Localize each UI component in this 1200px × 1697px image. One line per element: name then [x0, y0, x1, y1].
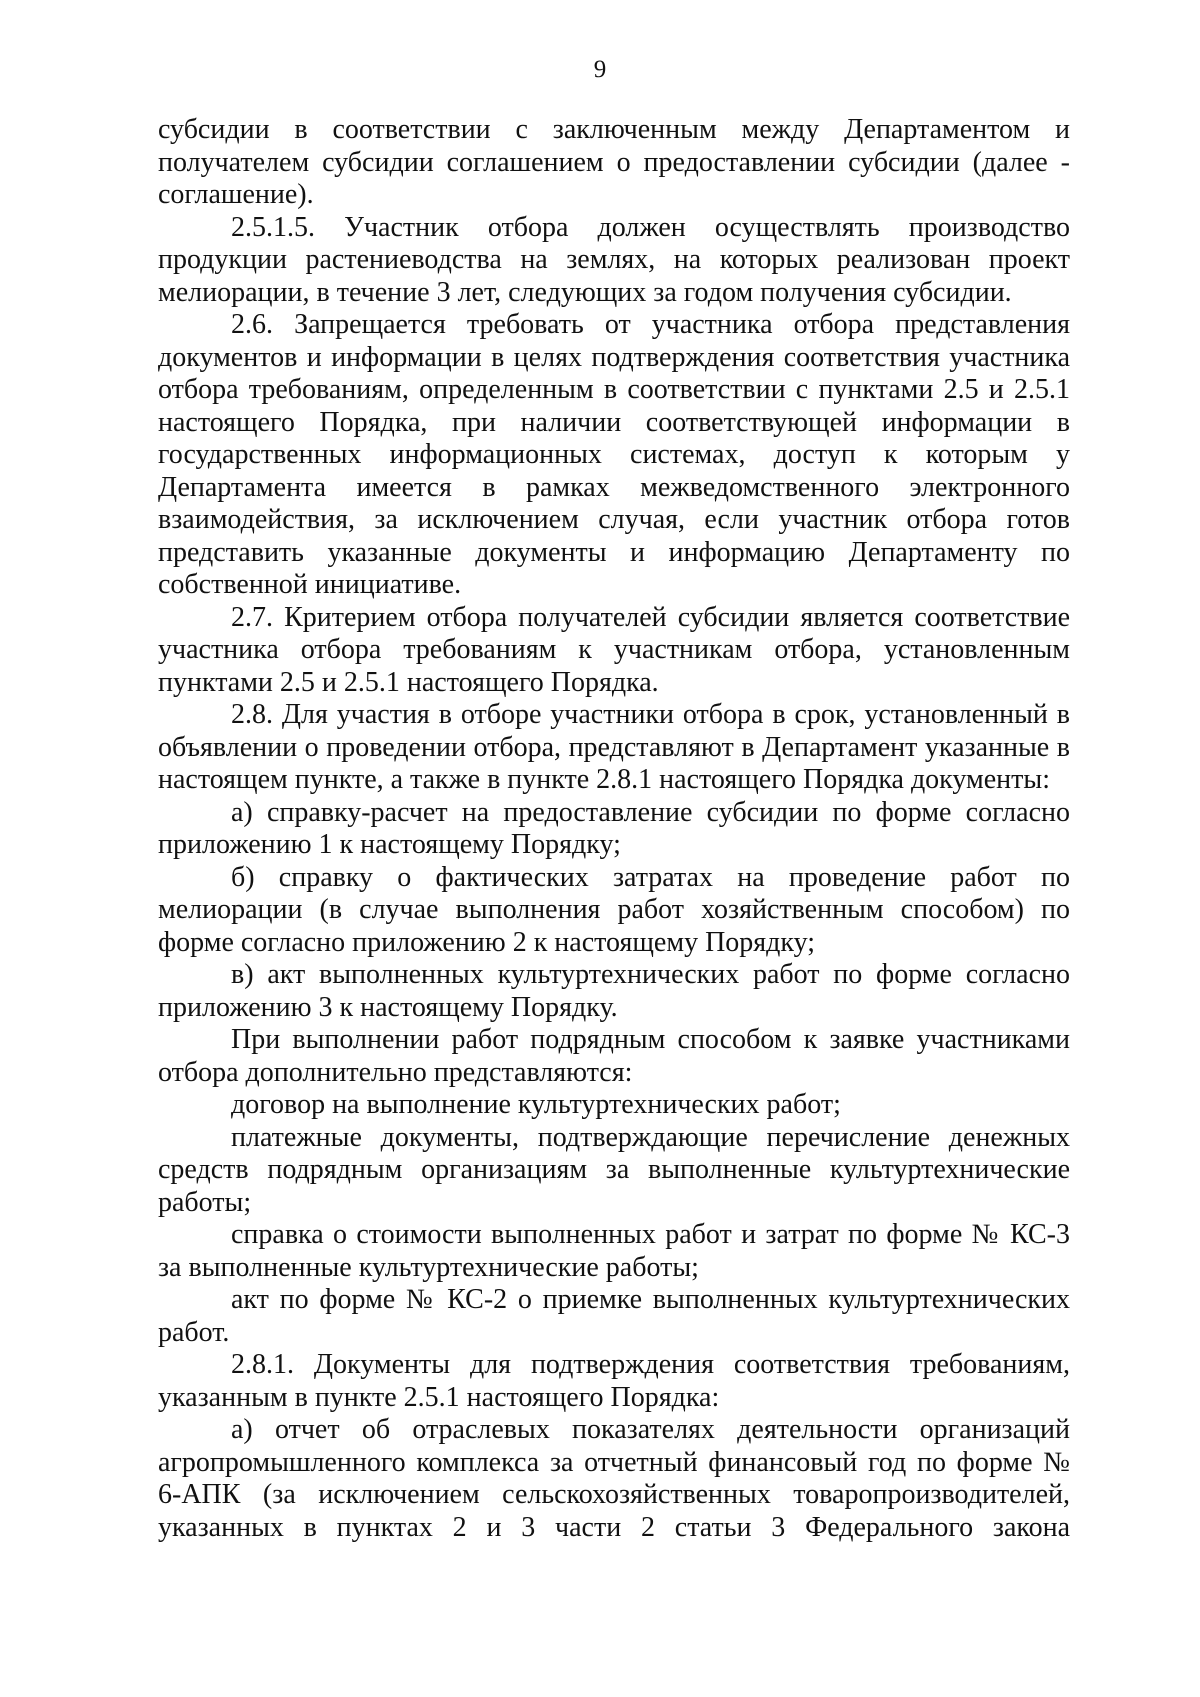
list-item-a-6apk: а) отчет об отраслевых показателях деятельности организаций агропромышленного комплекса за отчетный финансовый год по форме № 6-АПК (за исключением сельскохозяйственных товаропроизводителей, указанных в пунктах 2 и 3 части 2 статьи 3 Федерального закона [158, 1414, 1070, 1543]
document-body [158, 114, 1070, 1544]
list-item-a: а) справку-расчет на предоставление субсидии по форме согласно приложению 1 к настоящему Порядку; [158, 796, 1070, 860]
list-item-v: в) акт выполненных культуртехнических работ по форме согласно приложению 3 к настоящему Порядку. [158, 959, 1070, 1023]
paragraph-2-6: 2.6. Запрещается требовать от участника отбора представления документов и информации в целях подтверждения соответствия участника отбора требованиям, определенным в соответствии с пунктами 2.5 и 2.5.1 настоящего Порядка, при наличии соответствующей информации в государственных информационных системах, доступ к которым у Департамента имеется в рамках межведомственного электронного взаимодействия, за исключением случая, если участник отбора готов представить указанные документы и информацию Департаменту по собственной инициативе. [158, 309, 1070, 600]
list-item-b: б) справку о фактических затратах на проведение работ по мелиорации (в случае выполнения работ хозяйственным способом) по форме согласно приложению 2 к настоящему Порядку; [158, 861, 1070, 958]
paragraph-2-8: 2.8. Для участия в отборе участники отбора в срок, установленный в объявлении о проведении отбора, представляют в Департамент указанные в настоящем пункте, а также в пункте 2.8.1 настоящего Порядка документы: [158, 699, 1070, 795]
paragraph-2-5-1-5: 2.5.1.5. Участник отбора должен осуществлять производство продукции растениеводства на землях, на которых реализован проект мелиорации, в течение 3 лет, следующих за годом получения субсидии. [158, 211, 1070, 308]
list-item-contract: договор на выполнение культуртехнических работ; [231, 1089, 841, 1120]
list-item-ks2-act: акт по форме № КС-2 о приемке выполненных культуртехнических работ. [158, 1284, 1070, 1348]
paragraph-continuation: субсидии в соответствии с заключенным между Департаментом и получателем субсидии соглашением о предоставлении субсидии (далее - соглашение). [158, 114, 1070, 210]
list-item-ks3-certificate: справка о стоимости выполненных работ и затрат по форме № КС-3 за выполненные культуртехнические работы; [158, 1219, 1070, 1283]
list-item-payment-documents: платежные документы, подтверждающие перечисление денежных средств подрядным организациям за выполненные культуртехнические работы; [158, 1121, 1070, 1218]
paragraph-contract-method: При выполнении работ подрядным способом к заявке участниками отбора дополнительно представляются: [158, 1024, 1070, 1088]
paragraph-2-8-1: 2.8.1. Документы для подтверждения соответствия требованиям, указанным в пункте 2.5.1 настоящего Порядка: [158, 1349, 1070, 1413]
page-number: 9 [593, 56, 607, 83]
paragraph-2-7: 2.7. Критерием отбора получателей субсидии является соответствие участника отбора требованиям к участникам отбора, установленным пунктами 2.5 и 2.5.1 настоящего Порядка. [158, 601, 1070, 698]
